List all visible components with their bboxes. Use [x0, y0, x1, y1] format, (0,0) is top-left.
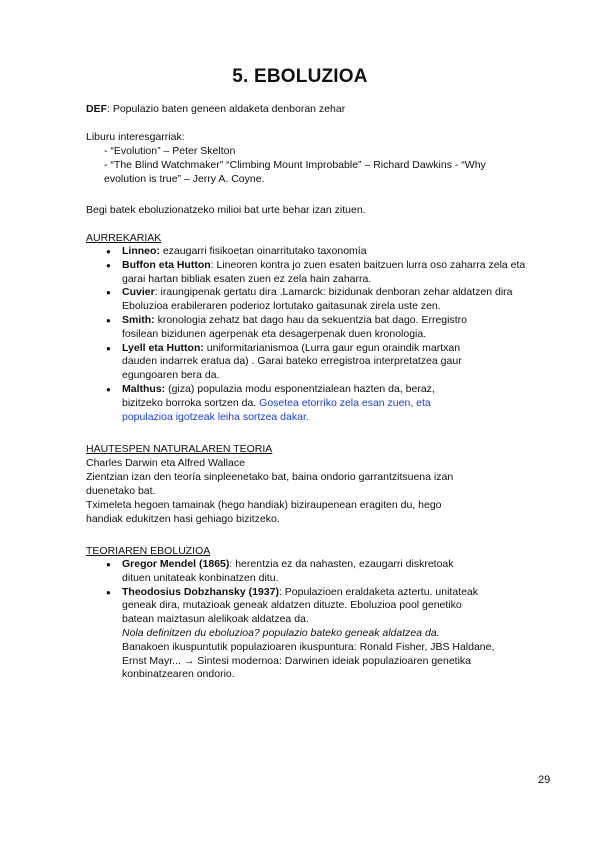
item-text: : Lineoren kontra jo zuen esaten baitzuen lurra oso zaharra zela eta: [210, 258, 526, 271]
list-item: [104, 245, 554, 259]
books-label: Liburu interesgarriak:: [86, 131, 185, 143]
highlighted-text: Gosetea etorriko zela esan zuen, eta: [259, 396, 431, 409]
list-item: [104, 558, 554, 586]
section-heading-aurrekariak: AURREKARIAK: [86, 232, 162, 244]
list-item: [104, 314, 554, 342]
item-name: Gregor Mendel (1865): [122, 558, 230, 570]
item-text: uniformitarianismoa (Lurra gaur egun oraindik martxan: [203, 341, 461, 354]
section-heading-teoriaren: TEORIAREN EBOLUZIOA: [86, 545, 211, 557]
item-text: fosilean bizidunen agerpenak eta desagerpenak duen kronologia.: [122, 327, 427, 340]
item-text: ezaugarri fisikoetan oinarritutako taxonomía: [159, 245, 367, 257]
item-text: batean maiztasun alelikoak aldatzea da.: [122, 613, 309, 626]
item-text: garai hartan bibliak esaten zuen ez zela hain zaharra.: [122, 272, 372, 285]
item-text: : iraungipenak gertatu dira .Lamarck: bizidunak denboran zehar aldatzen dira: [154, 286, 513, 299]
item-text: Banakoen ikuspuntutik populazioaren ikuspuntura: Ronald Fisher, JBS Haldane,: [122, 640, 495, 653]
item-text: : herentzia ez da nahasten, ezaugarri diskretoak: [229, 558, 454, 570]
definition-label: DEF: [86, 103, 107, 115]
item-text: bizitzeko borroka sortzen da.: [122, 396, 260, 409]
definition-text: : Populazio baten geneen aldaketa denboran zehar: [107, 103, 346, 115]
section-heading-hautespen: HAUTESPEN NATURALAREN TEORIA: [86, 443, 273, 455]
intro-text: Begi batek eboluzionatzeko milioi bat urte behar izan zituen.: [86, 204, 366, 216]
item-text: : Populazioen eraldaketa aztertu. unitateak: [278, 585, 479, 598]
item-text: konbinatzearen ondorio.: [122, 668, 235, 681]
list-item: [104, 586, 554, 683]
paragraph-line: Zientzian izan den teoría sinpleenetako bat, baina ondorio garrantzitsuena izan: [86, 471, 454, 483]
item-name: Smith:: [122, 313, 155, 326]
item-text: dauden indarrek eratua da) . Garai bateko erregistroa interpretatzea gaur: [122, 355, 462, 368]
item-name: Buffon eta Hutton: [122, 258, 211, 271]
item-name: Cuvier: [122, 286, 155, 299]
item-text: Eboluzioa erabileraren poderioz lortutako gaitasunak zirela uste zen.: [122, 300, 441, 313]
page-title: 5. EBOLUZIOA: [232, 66, 368, 87]
item-text: geneak dira, mutazioak geneak aldatzen dituzte. Eboluzioa pool genetiko: [122, 599, 462, 612]
aurrekariak-list: [104, 245, 554, 424]
item-text: Ernst Mayr... → Sintesi modernoa: Darwinen ideiak populazioaren genetika: [122, 654, 472, 667]
paragraph-line: handiak edukitzen hasi gehiago bizitzeko.: [86, 513, 280, 525]
list-item: [104, 383, 554, 424]
page-number: 29: [538, 774, 551, 786]
paragraph-line: Tximeleta hegoen tamainak (hego handiak) biziraupenean eragiten du, hego: [86, 499, 442, 511]
item-name: Theodosius Dobzhansky (1937): [122, 585, 279, 598]
item-name: Malthus:: [122, 382, 166, 395]
item-name: Linneo:: [122, 245, 160, 257]
list-item: [104, 342, 554, 383]
list-item: [104, 286, 554, 314]
definition: [86, 102, 345, 116]
book-line-3: evolution is true” – Jerry A. Coyne.: [104, 173, 265, 185]
book-line-2: - “The Blind Watchmaker” “Climbing Mount Improbable” – Richard Dawkins - “Why: [104, 159, 486, 171]
item-text: egungoaren bera da.: [122, 369, 220, 382]
highlighted-text: populazioa igotzeak leiha sortzea dakar.: [122, 410, 309, 423]
book-line-1: - “Evolution” – Peter Skelton: [104, 145, 236, 157]
item-text: dituen unitateak konbinatzen ditu.: [122, 571, 279, 584]
list-item: [104, 259, 554, 287]
paragraph-line: duenetako bat.: [86, 485, 156, 497]
italic-question: Nola definitzen du eboluzioa? populazio bateko geneak aldatzea da.: [122, 626, 440, 639]
item-name: Lyell eta Hutton:: [122, 341, 204, 354]
item-text: kronologia zehatz bat dago hau da sekuentzia bat dago. Erregistro: [154, 313, 467, 326]
paragraph-line: Charles Darwin eta Alfred Wallace: [86, 457, 245, 469]
teoriaren-list: [104, 558, 554, 682]
item-text: (giza) populazia modu esponentzialean hazten da, beraz,: [165, 382, 435, 395]
